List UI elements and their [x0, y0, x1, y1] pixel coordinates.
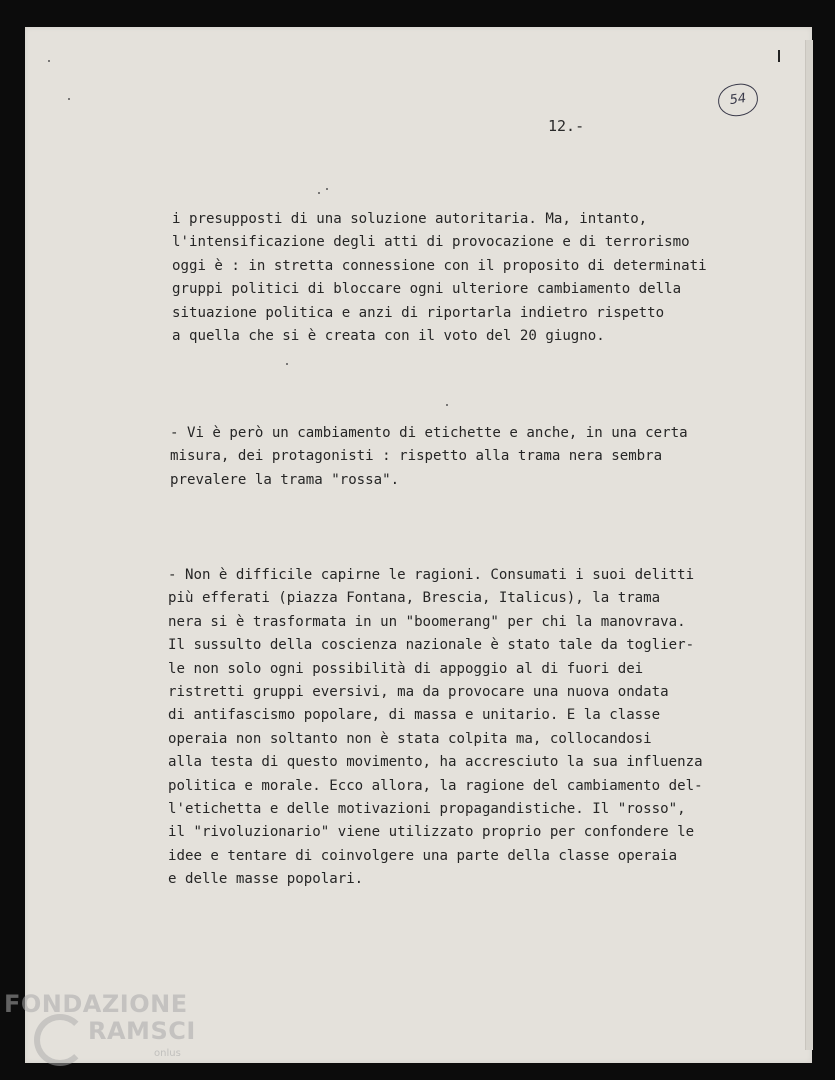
text-line: politica e morale. Ecco allora, la ragione del cambiamento del- [168, 777, 703, 794]
text-line: più efferati (piazza Fontana, Brescia, Italicus), la trama [168, 590, 661, 607]
fondazione-gramsci-watermark [4, 990, 234, 1075]
paper-speck [286, 363, 288, 365]
paper-speck [326, 188, 328, 190]
text-line: oggi è : in stretta connessione con il proposito di determinati [172, 257, 707, 274]
watermark-sub: onlus [154, 1048, 181, 1059]
paper-edge [805, 40, 813, 1050]
text-line: l'etichetta e delle motivazioni propagandistiche. Il "rosso", [168, 801, 686, 818]
text-line: l'intensificazione degli atti di provocazione e di terrorismo [172, 234, 690, 251]
watermark-g-logo-icon [34, 1014, 86, 1066]
text-line: a quella che si è creata con il voto del 20 giugno. [172, 328, 605, 345]
text-line: prevalere la trama "rossa". [170, 471, 400, 488]
text-line: le non solo ogni possibilità di appoggio al di fuori dei [168, 660, 644, 677]
paper-speck [446, 404, 448, 406]
text-line: il "rivoluzionario" viene utilizzato proprio per confondere le [168, 824, 695, 841]
text-line: - Vi è però un cambiamento di etichette e anche, in una certa [170, 425, 688, 441]
paper-speck [68, 98, 70, 100]
text-line: nera si è trasformata in un "boomerang" per chi la manovrava. [168, 613, 686, 630]
paper-sheet [25, 27, 812, 1063]
text-line: e delle masse popolari. [168, 871, 364, 888]
paragraph-1 [172, 208, 707, 348]
text-line: i presupposti di una soluzione autoritaria. Ma, intanto, [172, 211, 648, 227]
watermark-line-1: FONDAZIONE [4, 990, 188, 1018]
text-line: alla testa di questo movimento, ha accresciuto la sua influenza [168, 754, 703, 771]
text-line: operaia non soltanto non è stata colpita ma, collocandosi [168, 730, 652, 747]
text-line: ristretti gruppi eversivi, ma da provocare una nuova ondata [168, 684, 669, 701]
paper-speck [318, 192, 320, 194]
text-line: di antifascismo popolare, di massa e unitario. E la classe [168, 707, 661, 724]
paragraph-2 [170, 422, 688, 492]
text-line: Il sussulto della coscienza nazionale è stato tale da toglier- [168, 637, 695, 654]
paragraph-3 [168, 564, 703, 892]
edge-mark [778, 50, 780, 62]
archive-number-stamp: 54 [716, 81, 760, 118]
text-line: situazione politica e anzi di riportarla indietro rispetto [172, 304, 665, 321]
text-line: misura, dei protagonisti : rispetto alla trama nera sembra [170, 448, 663, 465]
watermark-line-2: RAMSCI [88, 1017, 196, 1045]
text-line: gruppi politici di bloccare ogni ulteriore cambiamento della [172, 281, 682, 298]
text-line: idee e tentare di coinvolgere una parte della classe operaia [168, 847, 678, 864]
paper-speck [48, 60, 50, 62]
page-number: 12.- [548, 117, 585, 135]
text-line: - Non è difficile capirne le ragioni. Consumati i suoi delitti [168, 567, 695, 583]
